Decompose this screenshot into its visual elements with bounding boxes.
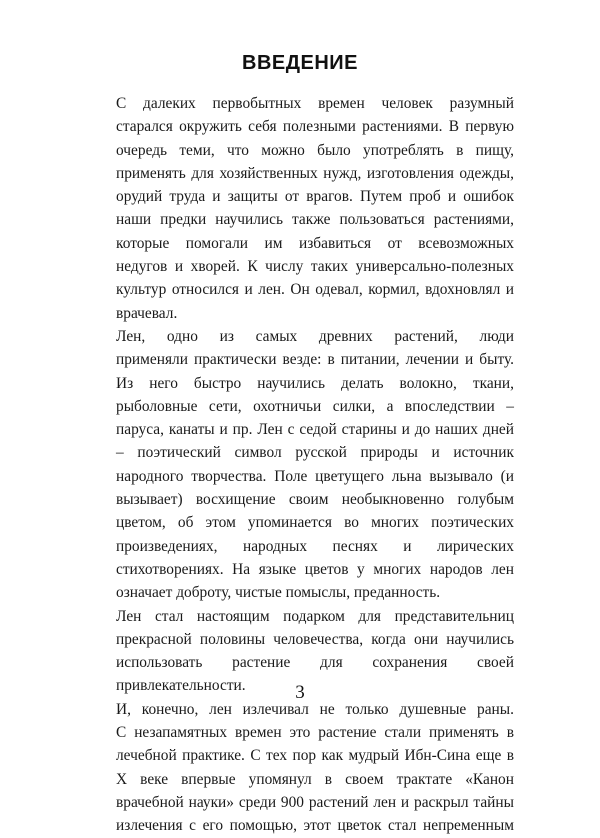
paragraph <box>86 92 514 325</box>
text-line: – поэтический символ русской природы и источник <box>116 444 514 462</box>
text-line: привлекательности. <box>116 677 246 695</box>
page-title: ВВЕДЕНИЕ <box>242 52 358 74</box>
text-line: Лен, одно из самых древних растений, люди <box>116 327 514 345</box>
text-line: С далеких первобытных времен человек разумный <box>116 95 514 112</box>
text-line: которые помогали им избавиться от всевозможных <box>116 234 514 252</box>
text-line: паруса, канаты и пр. Лен с седой старины и до наших дней <box>116 421 514 439</box>
text-line: орудий труда и защиты от врагов. Путем проб и ошибок <box>116 188 514 206</box>
text-line: лечебной практике. С тех пор как мудрый Ибн-Сина еще в <box>116 747 514 765</box>
text-line: применяли практически везде: в питании, лечении и быту. <box>116 351 514 369</box>
text-line: использовать растение для сохранения своей <box>116 654 514 672</box>
text-line: очередь теми, что можно было употреблять в пищу, <box>116 141 514 159</box>
text-line: означает доброту, чистые помыслы, преданность. <box>116 584 441 602</box>
text-line: Лен стал настоящим подарком для представительниц <box>116 607 514 625</box>
text-line: X веке впервые упомянул в своем трактате «Канон <box>116 770 514 788</box>
paragraph <box>86 325 514 605</box>
text-line: вызывает) восхищение своим необыкновенно голубым <box>116 491 514 509</box>
text-line: И, конечно, лен излечивал не только душевные раны. <box>116 700 514 718</box>
text-line: наши предки научились также пользоваться растениями, <box>116 211 514 229</box>
text-line: недугов и хворей. К числу таких универсально-полезных <box>116 258 514 276</box>
text-line: рыболовные сети, охотничьи силки, а впоследствии – <box>116 397 514 415</box>
text-line: цветом, об этом упоминается во многих поэтических <box>116 514 514 532</box>
text-line: стихотворениях. На языке цветов у многих народов лен <box>116 560 514 578</box>
text-line: С незапамятных времен это растение стали применять в <box>116 724 514 742</box>
text-line: народного творчества. Поле цветущего льна вызывало (и <box>116 467 514 485</box>
text-line: излечения с его помощью, этот цветок стал непременным <box>116 817 514 835</box>
body-text <box>86 92 514 838</box>
text-line: врачебной науки» среди 900 растений лен и раскрыл тайны <box>116 793 514 811</box>
text-line: произведениях, народных песнях и лирических <box>116 537 514 555</box>
page-number: 3 <box>295 682 305 703</box>
paragraph <box>86 698 514 838</box>
text-line: старался окружить себя полезными растениями. В первую <box>116 118 514 136</box>
text-line: Из него быстро научились делать волокно, ткани, <box>116 374 514 392</box>
text-line: применять для хозяйственных нужд, изготовления одежды, <box>116 164 514 182</box>
text-line: прекрасной половины человечества, когда они научились <box>116 630 514 648</box>
text-line: врачевал. <box>116 304 178 322</box>
text-line: культур относился и лен. Он одевал, кормил, вдохновлял и <box>116 281 514 299</box>
